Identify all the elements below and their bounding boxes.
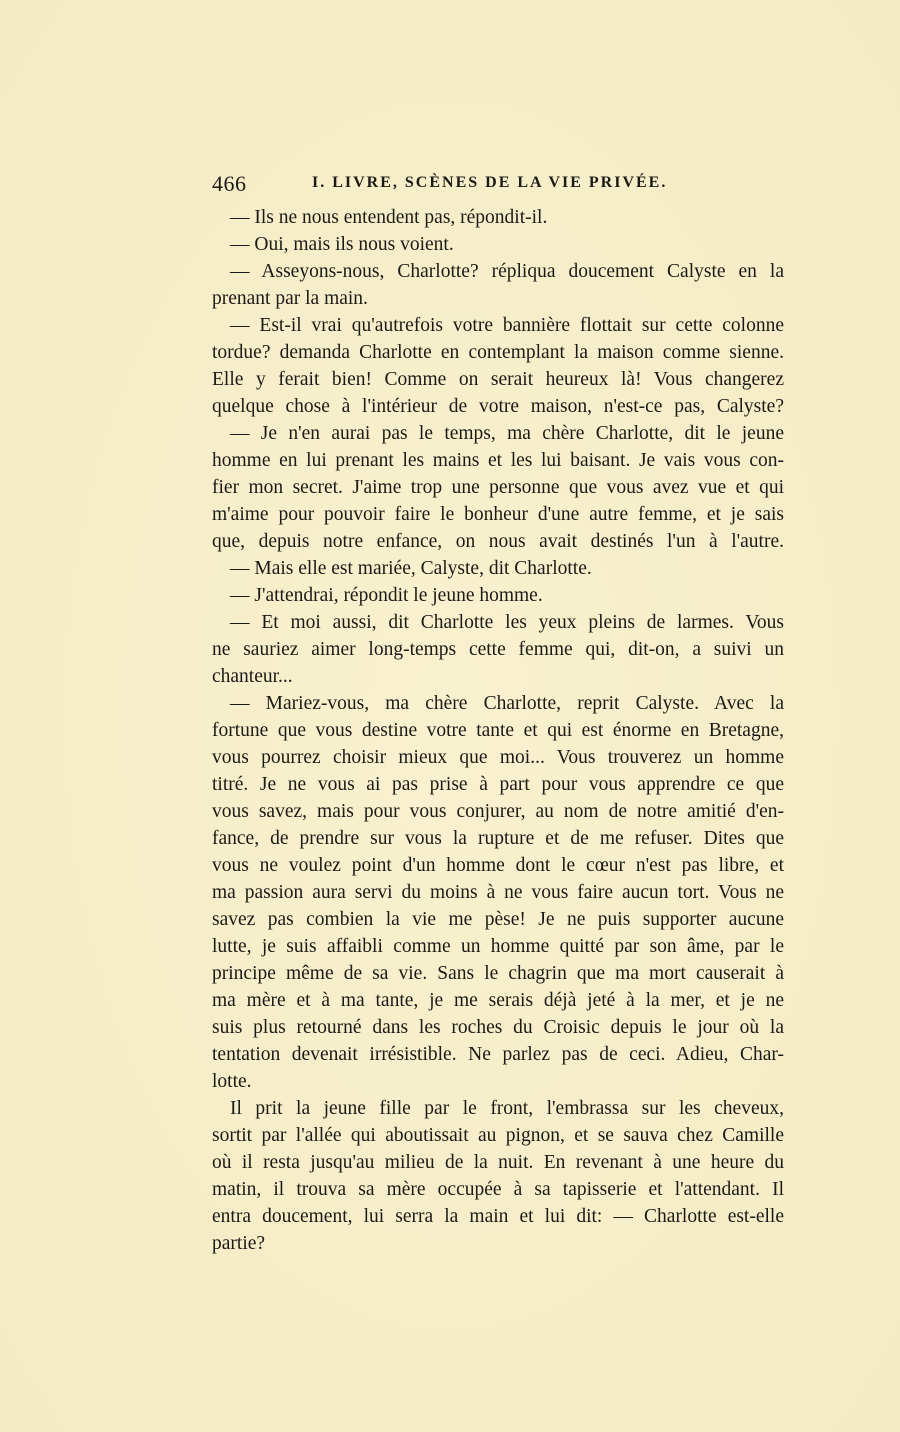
text-line: principe même de sa vie. Sans le chagrin que ma mort causerait à bbox=[212, 963, 784, 984]
text-line: fortune que vous destine votre tante et qui est énorme en Bretagne, bbox=[212, 720, 784, 741]
text-line: — Je n'en aurai pas le temps, ma chère Charlotte, dit le jeune bbox=[230, 423, 784, 444]
page-body-text bbox=[212, 204, 784, 1257]
text-line: tordue? demanda Charlotte en contemplant la maison comme sienne. bbox=[212, 342, 784, 363]
text-line: — Est-il vrai qu'autrefois votre bannière flottait sur cette colonne bbox=[230, 315, 784, 336]
text-line: Il prit la jeune fille par le front, l'embrassa sur les cheveux, bbox=[230, 1098, 784, 1119]
text-line: fier mon secret. J'aime trop une personne que vous avez vue et qui bbox=[212, 477, 784, 498]
text-line: où il resta jusqu'au milieu de la nuit. En revenant à une heure du bbox=[212, 1152, 784, 1173]
text-line: ma mère et à ma tante, je me serais déjà jeté à la mer, et je ne bbox=[212, 990, 784, 1011]
page-number: 466 bbox=[212, 171, 247, 196]
text-line: chanteur... bbox=[212, 666, 293, 687]
text-line: fance, de prendre sur vous la rupture et de me refuser. Dites que bbox=[212, 828, 784, 849]
text-line: — Et moi aussi, dit Charlotte les yeux pleins de larmes. Vous bbox=[230, 612, 784, 633]
running-header bbox=[212, 171, 784, 199]
text-line: homme en lui prenant les mains et les lui baisant. Je vais vous con- bbox=[212, 450, 784, 471]
text-line: que, depuis notre enfance, on nous avait destinés l'un à l'autre. bbox=[212, 531, 784, 552]
text-line: — Ils ne nous entendent pas, répondit-il. bbox=[230, 207, 548, 228]
text-line: entra doucement, lui serra la main et lui dit: — Charlotte est-elle bbox=[212, 1206, 784, 1227]
text-line: partie? bbox=[212, 1233, 266, 1254]
text-line: lutte, je suis affaibli comme un homme quitté par son âme, par le bbox=[212, 936, 784, 957]
text-line: tentation devenait irrésistible. Ne parlez pas de ceci. Adieu, Char- bbox=[212, 1044, 784, 1065]
text-line: matin, il trouva sa mère occupée à sa tapisserie et l'attendant. Il bbox=[212, 1179, 784, 1200]
text-line: ma passion aura servi du moins à ne vous faire aucun tort. Vous ne bbox=[212, 882, 784, 903]
text-line: — Mariez-vous, ma chère Charlotte, reprit Calyste. Avec la bbox=[230, 693, 784, 714]
text-line: quelque chose à l'intérieur de votre maison, n'est-ce pas, Calyste? bbox=[212, 396, 784, 417]
text-line: vous pourrez choisir mieux que moi... Vous trouverez un homme bbox=[212, 747, 784, 768]
text-line: prenant par la main. bbox=[212, 288, 368, 309]
text-line: Elle y ferait bien! Comme on serait heureux là! Vous changerez bbox=[212, 369, 784, 390]
text-line: — Mais elle est mariée, Calyste, dit Charlotte. bbox=[230, 558, 592, 579]
running-title: I. LIVRE, SCÈNES DE LA VIE PRIVÉE. bbox=[312, 174, 668, 191]
text-line: savez pas combien la vie me pèse! Je ne puis supporter aucune bbox=[212, 909, 784, 930]
text-line: sortit par l'allée qui aboutissait au pignon, et se sauva chez Camille bbox=[212, 1125, 784, 1146]
text-line: — Oui, mais ils nous voient. bbox=[230, 234, 454, 255]
text-line: lotte. bbox=[212, 1071, 252, 1092]
text-line: ne sauriez aimer long-temps cette femme qui, dit-on, a suivi un bbox=[212, 639, 784, 660]
text-line: titré. Je ne vous ai pas prise à part pour vous apprendre ce que bbox=[212, 774, 784, 795]
text-line: — J'attendrai, répondit le jeune homme. bbox=[230, 585, 543, 606]
text-line: vous savez, mais pour vous conjurer, au nom de notre amitié d'en- bbox=[212, 801, 784, 822]
text-line: vous ne voulez point d'un homme dont le cœur n'est pas libre, et bbox=[212, 855, 784, 876]
text-line: — Asseyons-nous, Charlotte? répliqua doucement Calyste en la bbox=[230, 261, 784, 282]
text-line: m'aime pour pouvoir faire le bonheur d'une autre femme, et je sais bbox=[212, 504, 784, 525]
text-line: suis plus retourné dans les roches du Croisic depuis le jour où la bbox=[212, 1017, 784, 1038]
